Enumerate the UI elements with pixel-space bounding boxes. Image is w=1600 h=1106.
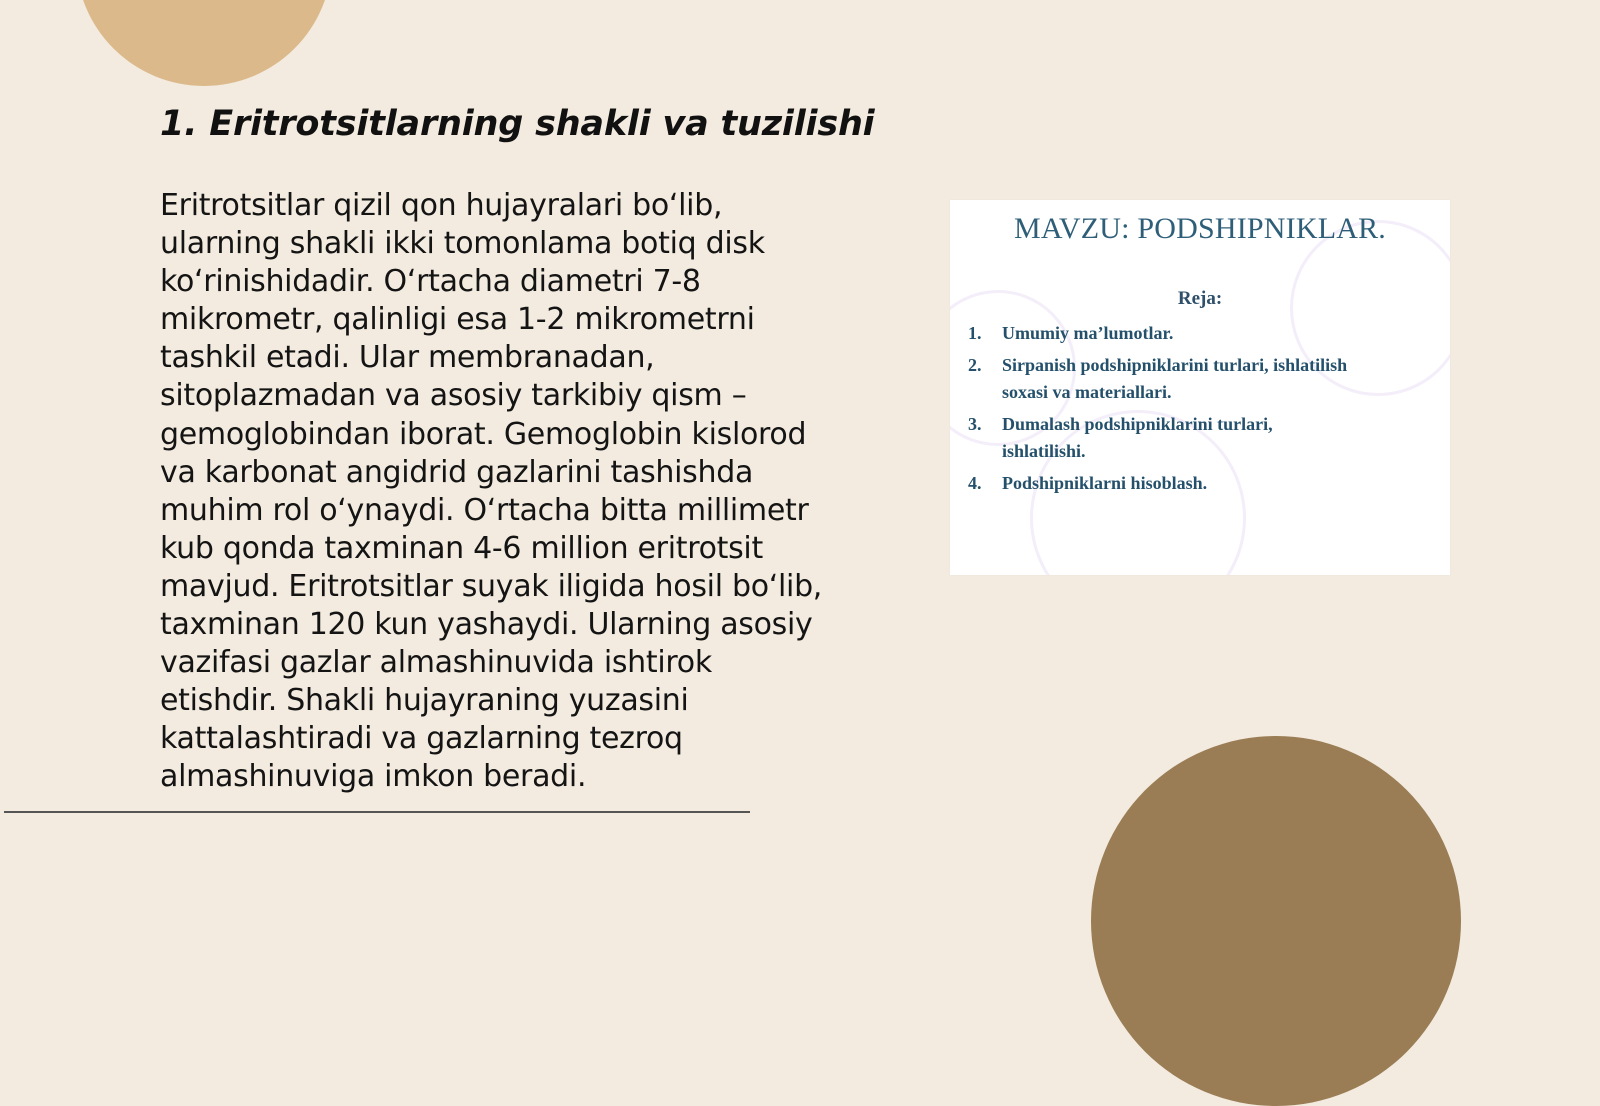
body-line: mikrometr, qalinligi esa 1-2 mikrometrni (160, 302, 755, 338)
plan-subheading: Reja: (1177, 288, 1223, 309)
plan-heading: MAVZU: PODSHIPNIKLAR. (1013, 212, 1387, 245)
plan-list (968, 320, 1440, 502)
decorative-circle-top (76, 0, 332, 86)
slide-body-text (160, 187, 840, 797)
body-line: sitoplazmadan va asosiy tarkibiy qism – (160, 378, 747, 414)
list-item-line: Dumalash podshipniklarini turlari, (1002, 414, 1273, 434)
list-item (968, 352, 1440, 406)
body-line: almashinuviga imkon beradi. (160, 759, 587, 795)
divider-line (4, 811, 750, 813)
list-item-number: 1. (968, 323, 982, 343)
body-line: gemoglobindan iborat. Gemoglobin kislorod (160, 416, 807, 452)
list-item-text (1002, 320, 1440, 347)
list-item-text (1002, 470, 1440, 497)
plan-image (950, 200, 1450, 575)
body-line: ularning shakli ikki tomonlama botiq disk (160, 226, 765, 262)
body-line: kub qonda taxminan 4-6 million eritrotsit (160, 530, 763, 566)
body-line: koʻrinishidadir. Oʻrtacha diametri 7-8 (160, 264, 701, 300)
list-item-line: Sirpanish podshipniklarini turlari, ishlatilish (1002, 355, 1348, 375)
list-item (968, 470, 1440, 497)
list-item-line: ishlatilishi. (1002, 441, 1086, 461)
body-line: etishdir. Shakli hujayraning yuzasini (160, 683, 689, 719)
list-item-text (1002, 411, 1440, 465)
body-line: taxminan 120 kun yashaydi. Ularning asosiy (160, 607, 813, 643)
list-item (968, 320, 1440, 347)
list-item-number: 4. (968, 473, 982, 493)
body-line: kattalashtiradi va gazlarning tezroq (160, 721, 683, 757)
slide-title: 1. Eritrotsitlarning shakli va tuzilishi (160, 104, 875, 144)
decorative-circle-bottom (1091, 736, 1461, 1106)
body-line: va karbonat angidrid gazlarini tashishda (160, 454, 754, 490)
list-item-line: soxasi va materiallari. (1002, 382, 1172, 402)
body-line: muhim rol oʻynaydi. Oʻrtacha bitta millimetr (160, 492, 809, 528)
list-item-line: Podshipniklarni hisoblash. (1002, 473, 1208, 493)
list-item-number: 3. (968, 414, 982, 434)
body-line: tashkil etadi. Ular membranadan, (160, 340, 655, 376)
body-line: vazifasi gazlar almashinuvida ishtirok (160, 645, 712, 681)
list-item-number: 2. (968, 355, 982, 375)
list-item-text (1002, 352, 1440, 406)
body-line: mavjud. Eritrotsitlar suyak iligida hosil boʻlib, (160, 568, 823, 604)
body-line: Eritrotsitlar qizil qon hujayralari boʻlib, (160, 188, 723, 223)
list-item-line: Umumiy ma’lumotlar. (1002, 323, 1174, 343)
list-item (968, 411, 1440, 465)
